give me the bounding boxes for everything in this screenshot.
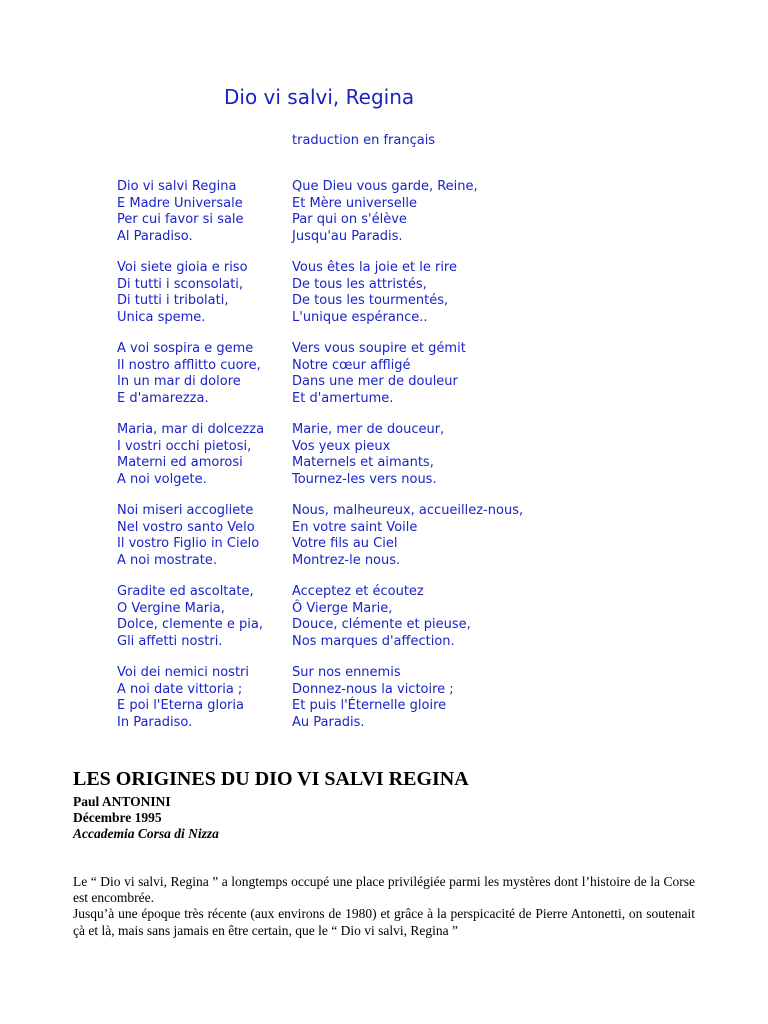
french-line: Et Mère universelle [292, 195, 417, 211]
italian-line: A noi mostrate. [117, 552, 217, 568]
essay-meta [73, 794, 219, 842]
italian-column [117, 422, 264, 488]
essay-academy: Accademia Corsa di Nizza [73, 826, 219, 841]
french-line: Par qui on s'élève [292, 212, 407, 227]
italian-column [117, 665, 249, 731]
french-line: L'unique espérance.. [292, 309, 428, 325]
french-line: Montrez-le nous. [292, 552, 401, 568]
french-column [292, 422, 444, 488]
italian-column [117, 503, 259, 569]
italian-column [117, 584, 263, 650]
french-line: Dans une mer de douleur [292, 374, 458, 389]
essay-title: LES ORIGINES DU DIO VI SALVI REGINA [73, 768, 469, 790]
french-line: Jusqu'au Paradis. [292, 228, 403, 244]
italian-line: Maria, mar di dolcezza [117, 422, 265, 437]
french-line: Que Dieu vous garde, Reine, [292, 179, 478, 194]
french-line: Douce, clémente et pieuse, [292, 617, 471, 632]
french-column [292, 665, 454, 731]
translation-note: traduction en français [292, 133, 436, 148]
essay-paragraph: Le “ Dio vi salvi, Regina ” a longtemps occupé une place privilégiée parmi les mystères dont l’histoire de la Corse est encombrée. [73, 874, 695, 906]
italian-line: E d'amarezza. [117, 390, 209, 406]
french-line: Notre cœur affligé [292, 357, 411, 373]
french-line: Vers vous soupire et gémit [292, 341, 466, 356]
french-line: Ô Vierge Marie, [292, 600, 393, 616]
french-line: Nous, malheureux, accueillez-nous, [292, 503, 524, 518]
stanza [117, 665, 577, 731]
french-line: Sur nos ennemis [292, 665, 401, 680]
poem-body [117, 179, 577, 731]
italian-line: Di tutti i tribolati, [117, 293, 229, 308]
stanza [117, 179, 577, 245]
italian-line: A voi sospira e geme [117, 341, 254, 356]
italian-column [117, 179, 244, 245]
italian-line: Dio vi salvi Regina [117, 179, 237, 194]
french-line: De tous les tourmentés, [292, 293, 449, 308]
poem-title: Dio vi salvi, Regina [224, 85, 415, 109]
stanza [117, 260, 577, 326]
italian-line: Nel vostro santo Velo [117, 519, 255, 535]
italian-line: Voi dei nemici nostri [117, 665, 249, 680]
french-line: Au Paradis. [292, 714, 365, 730]
french-column [292, 584, 471, 650]
italian-line: Il nostro afflitto cuore, [117, 357, 261, 373]
italian-line: A noi date vittoria ; [117, 681, 243, 697]
italian-column [117, 260, 248, 326]
italian-column [117, 341, 261, 407]
italian-line: Noi miseri accogliete [117, 503, 254, 518]
french-line: En votre saint Voile [292, 519, 418, 535]
italian-line: I vostri occhi pietosi, [117, 438, 252, 454]
french-line: Donnez-nous la victoire ; [292, 681, 454, 697]
italian-line: Per cui favor si sale [117, 212, 244, 227]
stanza [117, 503, 577, 569]
french-line: Acceptez et écoutez [292, 584, 424, 599]
french-line: Vous êtes la joie et le rire [292, 260, 457, 275]
italian-line: In un mar di dolore [117, 374, 241, 389]
italian-line: Unica speme. [117, 309, 206, 325]
essay-author: Paul ANTONINI [73, 794, 171, 809]
french-line: Nos marques d'affection. [292, 633, 455, 649]
stanza [117, 584, 577, 650]
french-line: Tournez-les vers nous. [292, 471, 437, 487]
italian-line: A noi volgete. [117, 471, 207, 487]
italian-line: Gradite ed ascoltate, [117, 584, 254, 599]
french-column [292, 341, 466, 407]
italian-line: E Madre Universale [117, 195, 243, 211]
essay-date: Décembre 1995 [73, 810, 162, 825]
french-column [292, 503, 523, 569]
french-line: Vos yeux pieux [292, 438, 391, 454]
essay-body [73, 874, 695, 939]
essay-paragraph: Jusqu’à une époque très récente (aux environs de 1980) et grâce à la perspicacité de Pierre Antonetti, on soutenait çà et là, mais sans jamais en être certain, que le “ Dio vi salvi, Regina ” [73, 906, 695, 938]
italian-line: Voi siete gioia e riso [117, 260, 248, 275]
french-line: Marie, mer de douceur, [292, 422, 445, 437]
french-line: Et puis l'Éternelle gloire [292, 698, 447, 713]
italian-line: Materni ed amorosi [117, 455, 243, 470]
french-column [292, 179, 478, 245]
italian-line: E poi l'Eterna gloria [117, 698, 244, 713]
stanza [117, 341, 577, 407]
italian-line: Dolce, clemente e pia, [117, 617, 263, 632]
french-line: De tous les attristés, [292, 276, 427, 292]
italian-line: O Vergine Maria, [117, 600, 225, 616]
french-line: Votre fils au Ciel [292, 536, 398, 551]
stanza [117, 422, 577, 488]
french-line: Et d'amertume. [292, 390, 394, 406]
italian-line: Il vostro Figlio in Cielo [117, 536, 260, 551]
french-line: Maternels et aimants, [292, 455, 434, 470]
italian-line: Al Paradiso. [117, 228, 193, 244]
italian-line: In Paradiso. [117, 714, 193, 730]
french-column [292, 260, 457, 326]
italian-line: Gli affetti nostri. [117, 633, 223, 649]
italian-line: Di tutti i sconsolati, [117, 276, 244, 292]
